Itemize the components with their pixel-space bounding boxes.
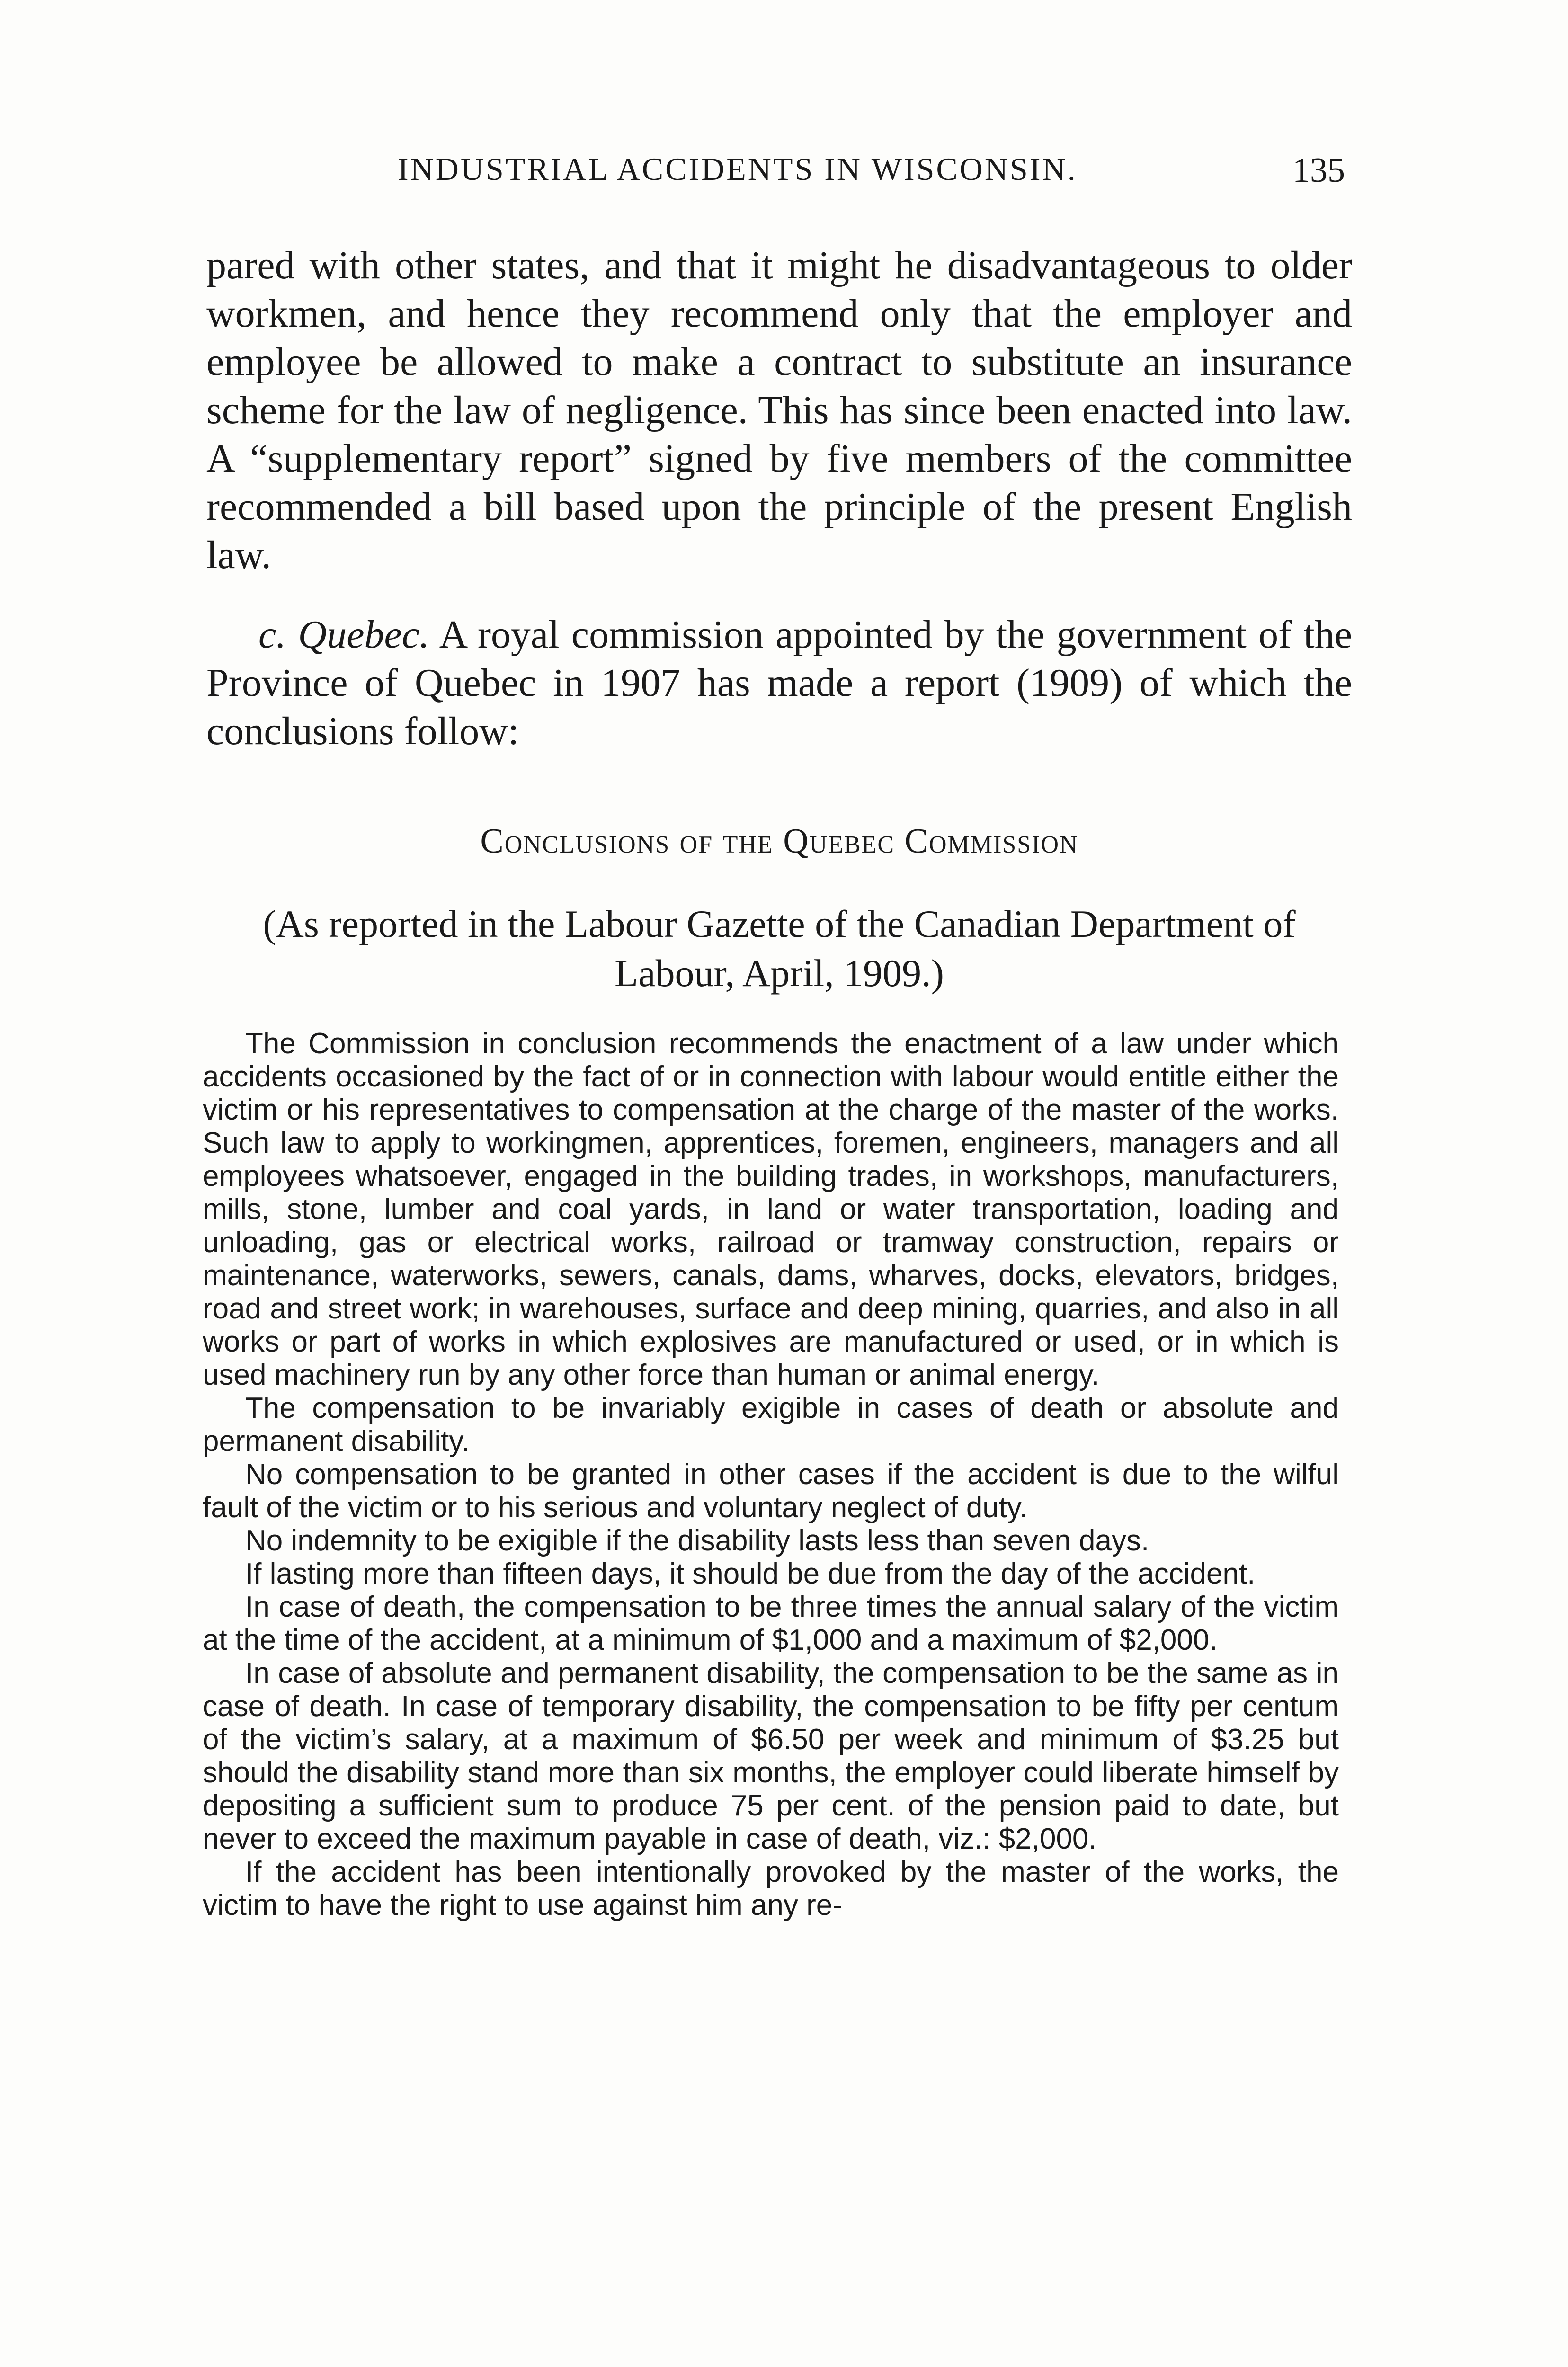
quote-paragraph: In case of absolute and permanent disability, the compensation to be the same as in case of death. In case of temporary disability, the compensation to be fifty per centum of the victim’s salary, at a maximum of $6.50 per week and minimum of $3.25 but should the disability stand more than six months, the employer could liberate himself by depositing a sufficient sum to produce 75 per cent. of the pension paid to date, but never to exceed the maximum payable in case of death, viz.: $2,000. [203,1657,1339,1855]
section-heading: Conclusions of the Quebec Commission [480,822,1078,861]
quote-paragraph: The Commission in conclusion recommends the enactment of a law under which accidents occasioned by the fact of or in connection with labour would entitle either the victim or his representatives to compensation at the charge of the master of the works. Such law to apply to workingmen, apprentices, foremen, engineers, managers and all employees whatsoever, engaged in the building trades, in workshops, manufacturers, mills, stone, lumber and coal yards, in land or water transportation, loading and unloading, gas or electrical works, railroad or tramway construction, repairs or maintenance, waterworks, sewers, canals, dams, wharves, docks, elevators, bridges, road and street work; in warehouses, surface and deep mining, quarries, and also in all works or part of works in which explosives are manufactured or used, or in which is used machinery run by any other force than human or animal energy. [203,1027,1339,1391]
quote-paragraph: If lasting more than fifteen days, it should be due from the day of the accident. [245,1557,1256,1590]
source-note: (As reported in the Labour Gazette of the Canadian Department of Labour, April, 1909.) [263,902,1296,995]
body-paragraph-quebec [206,611,1352,756]
quote-paragraph: The compensation to be invariably exigible in cases of death or absolute and permanent disability. [203,1392,1339,1458]
quoted-conclusions [203,1027,1339,1922]
quote-paragraph: No compensation to be granted in other cases if the accident is due to the wilful fault of the victim or to his serious and voluntary neglect of duty. [203,1458,1339,1524]
running-head: INDUSTRIAL ACCIDENTS IN WISCONSIN. [398,151,1078,187]
quote-paragraph: If the accident has been intentionally provoked by the master of the works, the victim to have the right to use against him any re- [203,1856,1339,1922]
body-paragraph: pared with other states, and that it might he disadvantageous to older workmen, and hence they recommend only that the employer and employee be allowed to make a contract to substitute an insurance scheme for the law of negligence. This has since been enacted into law. A “supplementary report” signed by five members of the committee recommended a bill based upon the principle of the present English law. [206,243,1352,577]
subsection-label: c. Quebec. [258,613,430,657]
quote-paragraph: No indemnity to be exigible if the disability lasts less than seven days. [245,1524,1149,1557]
subsection-text: A royal commission appointed by the government of the Province of Quebec in 1907 has made a report (1909) of which the conclusions follow: [206,613,1353,753]
page-number: 135 [1292,151,1345,190]
quote-paragraph: In case of death, the compensation to be three times the annual salary of the victim at the time of the accident, at a minimum of $1,000 and a maximum of $2,000. [203,1591,1339,1656]
